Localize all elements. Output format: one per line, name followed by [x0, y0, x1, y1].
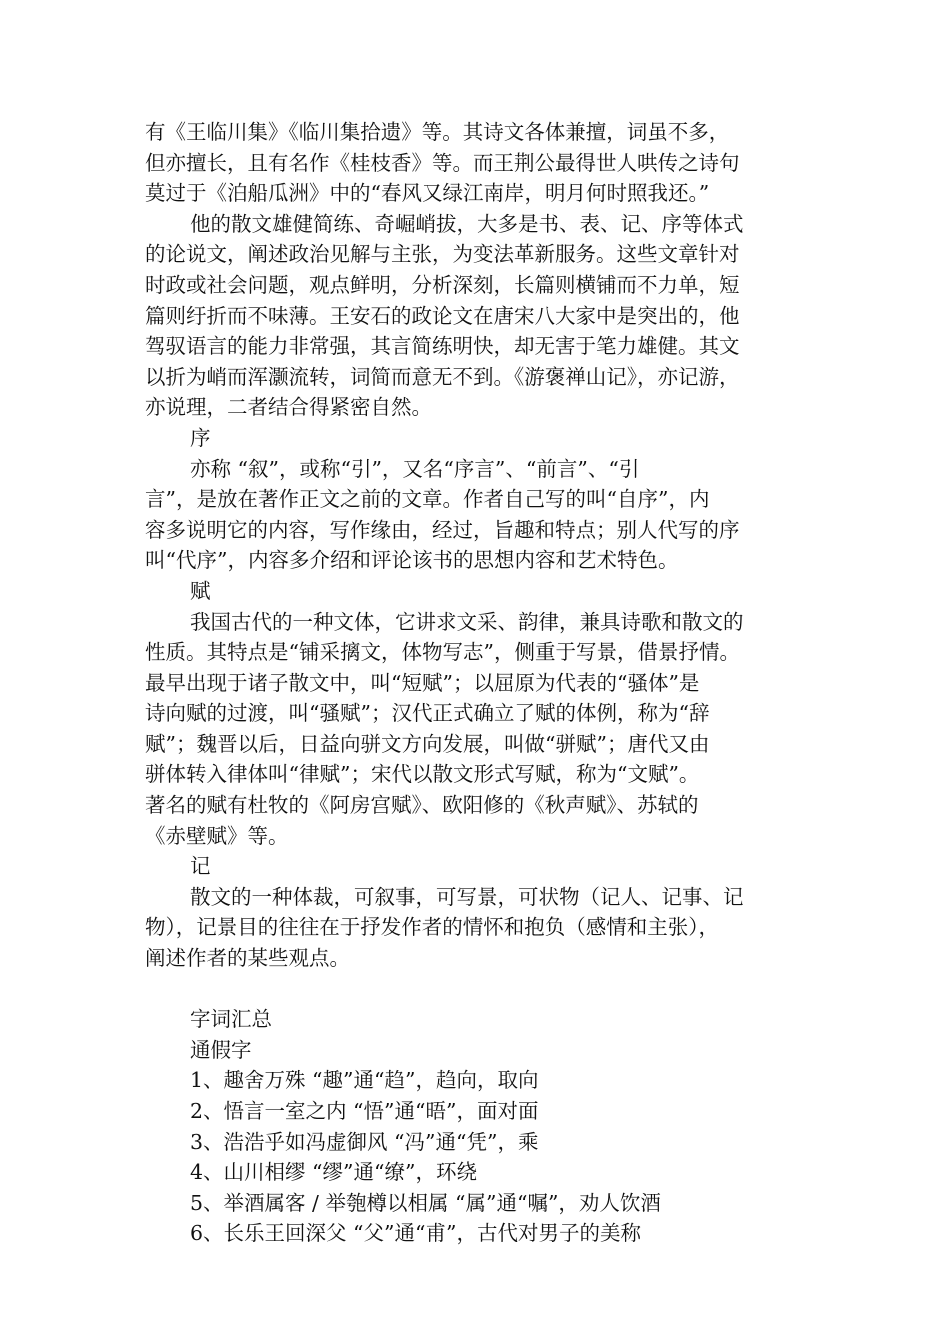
text-line: 有《王临川集》《临川集拾遗》等。其诗文各体兼擅，词虽不多， [145, 120, 730, 144]
text-line: 诗向赋的过渡，叫“骚赋”；汉代正式确立了赋的体例，称为“辞 [145, 701, 710, 726]
vocab-item: 3、浩浩乎如冯虚御风 “冯”通“凭”，乘 [190, 1129, 539, 1154]
section-heading: 赋 [190, 578, 211, 603]
text-line: 言”，是放在著作正文之前的文章。作者自己写的叫“自序”，内 [145, 487, 710, 512]
text-line: 著名的赋有杜牧的《阿房宫赋》、欧阳修的《秋声赋》、苏轼的 [145, 793, 699, 818]
text-line: 叫“代序”，内容多介绍和评论该书的思想内容和艺术特色。 [145, 548, 679, 573]
text-line: 我国古代的一种文体，它讲求文采、韵律，兼具诗歌和散文的 [190, 609, 744, 634]
vocab-title: 字词汇总 [190, 1007, 272, 1032]
text-line: 散文的一种体裁，可叙事，可写景，可状物（记人、记事、记 [190, 884, 744, 909]
text-line: 亦说理，二者结合得紧密自然。 [145, 395, 432, 420]
text-line: 阐述作者的某些观点。 [145, 946, 350, 971]
prose-paragraph [145, 209, 813, 423]
text-line: 《赤壁赋》等。 [145, 823, 289, 848]
text-line: 赋”；魏晋以后，日益向骈文方向发展，叫做“骈赋”；唐代又由 [145, 731, 710, 756]
text-line: 物），记景目的往往在于抒发作者的情怀和抱负（感情和主张）， [145, 915, 719, 940]
vocab-item: 2、悟言一室之内 “悟”通“晤”，面对面 [190, 1099, 539, 1123]
text-line: 他的散文雄健简练、奇崛峭拔，大多是书、表、记、序等体式 [190, 211, 744, 236]
vocab-item: 1、趣舍万殊 “趣”通“趋”，趋向，取向 [190, 1068, 539, 1093]
vocab-item: 4、山川相缪 “缪”通“缭”，环绕 [190, 1160, 477, 1185]
text-line: 篇则纡折而不味薄。王安石的政论文在唐宋八大家中是突出的，他 [145, 303, 740, 328]
intro-paragraph [145, 117, 813, 209]
blank-line [145, 974, 813, 1005]
text-line: 以折为峭而浑灏流转，词简而意无不到。《游褒禅山记》，亦记游， [145, 364, 740, 389]
text-line: 的论说文，阐述政治见解与主张，为变法革新服务。这些文章针对 [145, 242, 740, 267]
section-fu [145, 576, 813, 851]
text-line: 莫过于《泊船瓜洲》中的“春风又绿江南岸，明月何时照我还。” [145, 181, 710, 206]
text-line: 亦称 “叙”，或称“引”，又名“序言”、“前言”、“引 [190, 456, 640, 481]
vocab-section [145, 1004, 813, 1249]
text-line: 时政或社会问题，观点鲜明，分析深刻，长篇则横铺而不力单，短 [145, 272, 740, 297]
document-body [145, 117, 813, 1249]
text-line: 但亦擅长，且有名作《桂枝香》等。而王荆公最得世人哄传之诗句 [145, 150, 740, 175]
section-ji [145, 851, 813, 973]
vocab-item: 5、举酒属客 / 举匏樽以相属 “属”通“嘱”，劝人饮酒 [190, 1190, 661, 1215]
vocab-item: 6、长乐王回深父 “父”通“甫”，古代对男子的美称 [190, 1221, 641, 1246]
text-line: 最早出现于诸子散文中，叫“短赋”；以屈原为代表的“骚体”是 [145, 670, 700, 695]
text-line: 性质。其特点是“铺采摛文，体物写志”，侧重于写景，借景抒情。 [145, 640, 740, 665]
section-xu [145, 423, 813, 576]
section-heading: 序 [190, 425, 211, 450]
text-line: 驾驭语言的能力非常强，其言简练明快，却无害于笔力雄健。其文 [145, 334, 740, 359]
text-line: 容多说明它的内容，写作缘由，经过，旨趣和特点；别人代写的序 [145, 517, 740, 542]
text-line: 骈体转入律体叫“律赋”；宋代以散文形式写赋，称为“文赋”。 [145, 762, 700, 787]
vocab-subtitle: 通假字 [190, 1037, 252, 1062]
section-heading: 记 [190, 854, 211, 879]
